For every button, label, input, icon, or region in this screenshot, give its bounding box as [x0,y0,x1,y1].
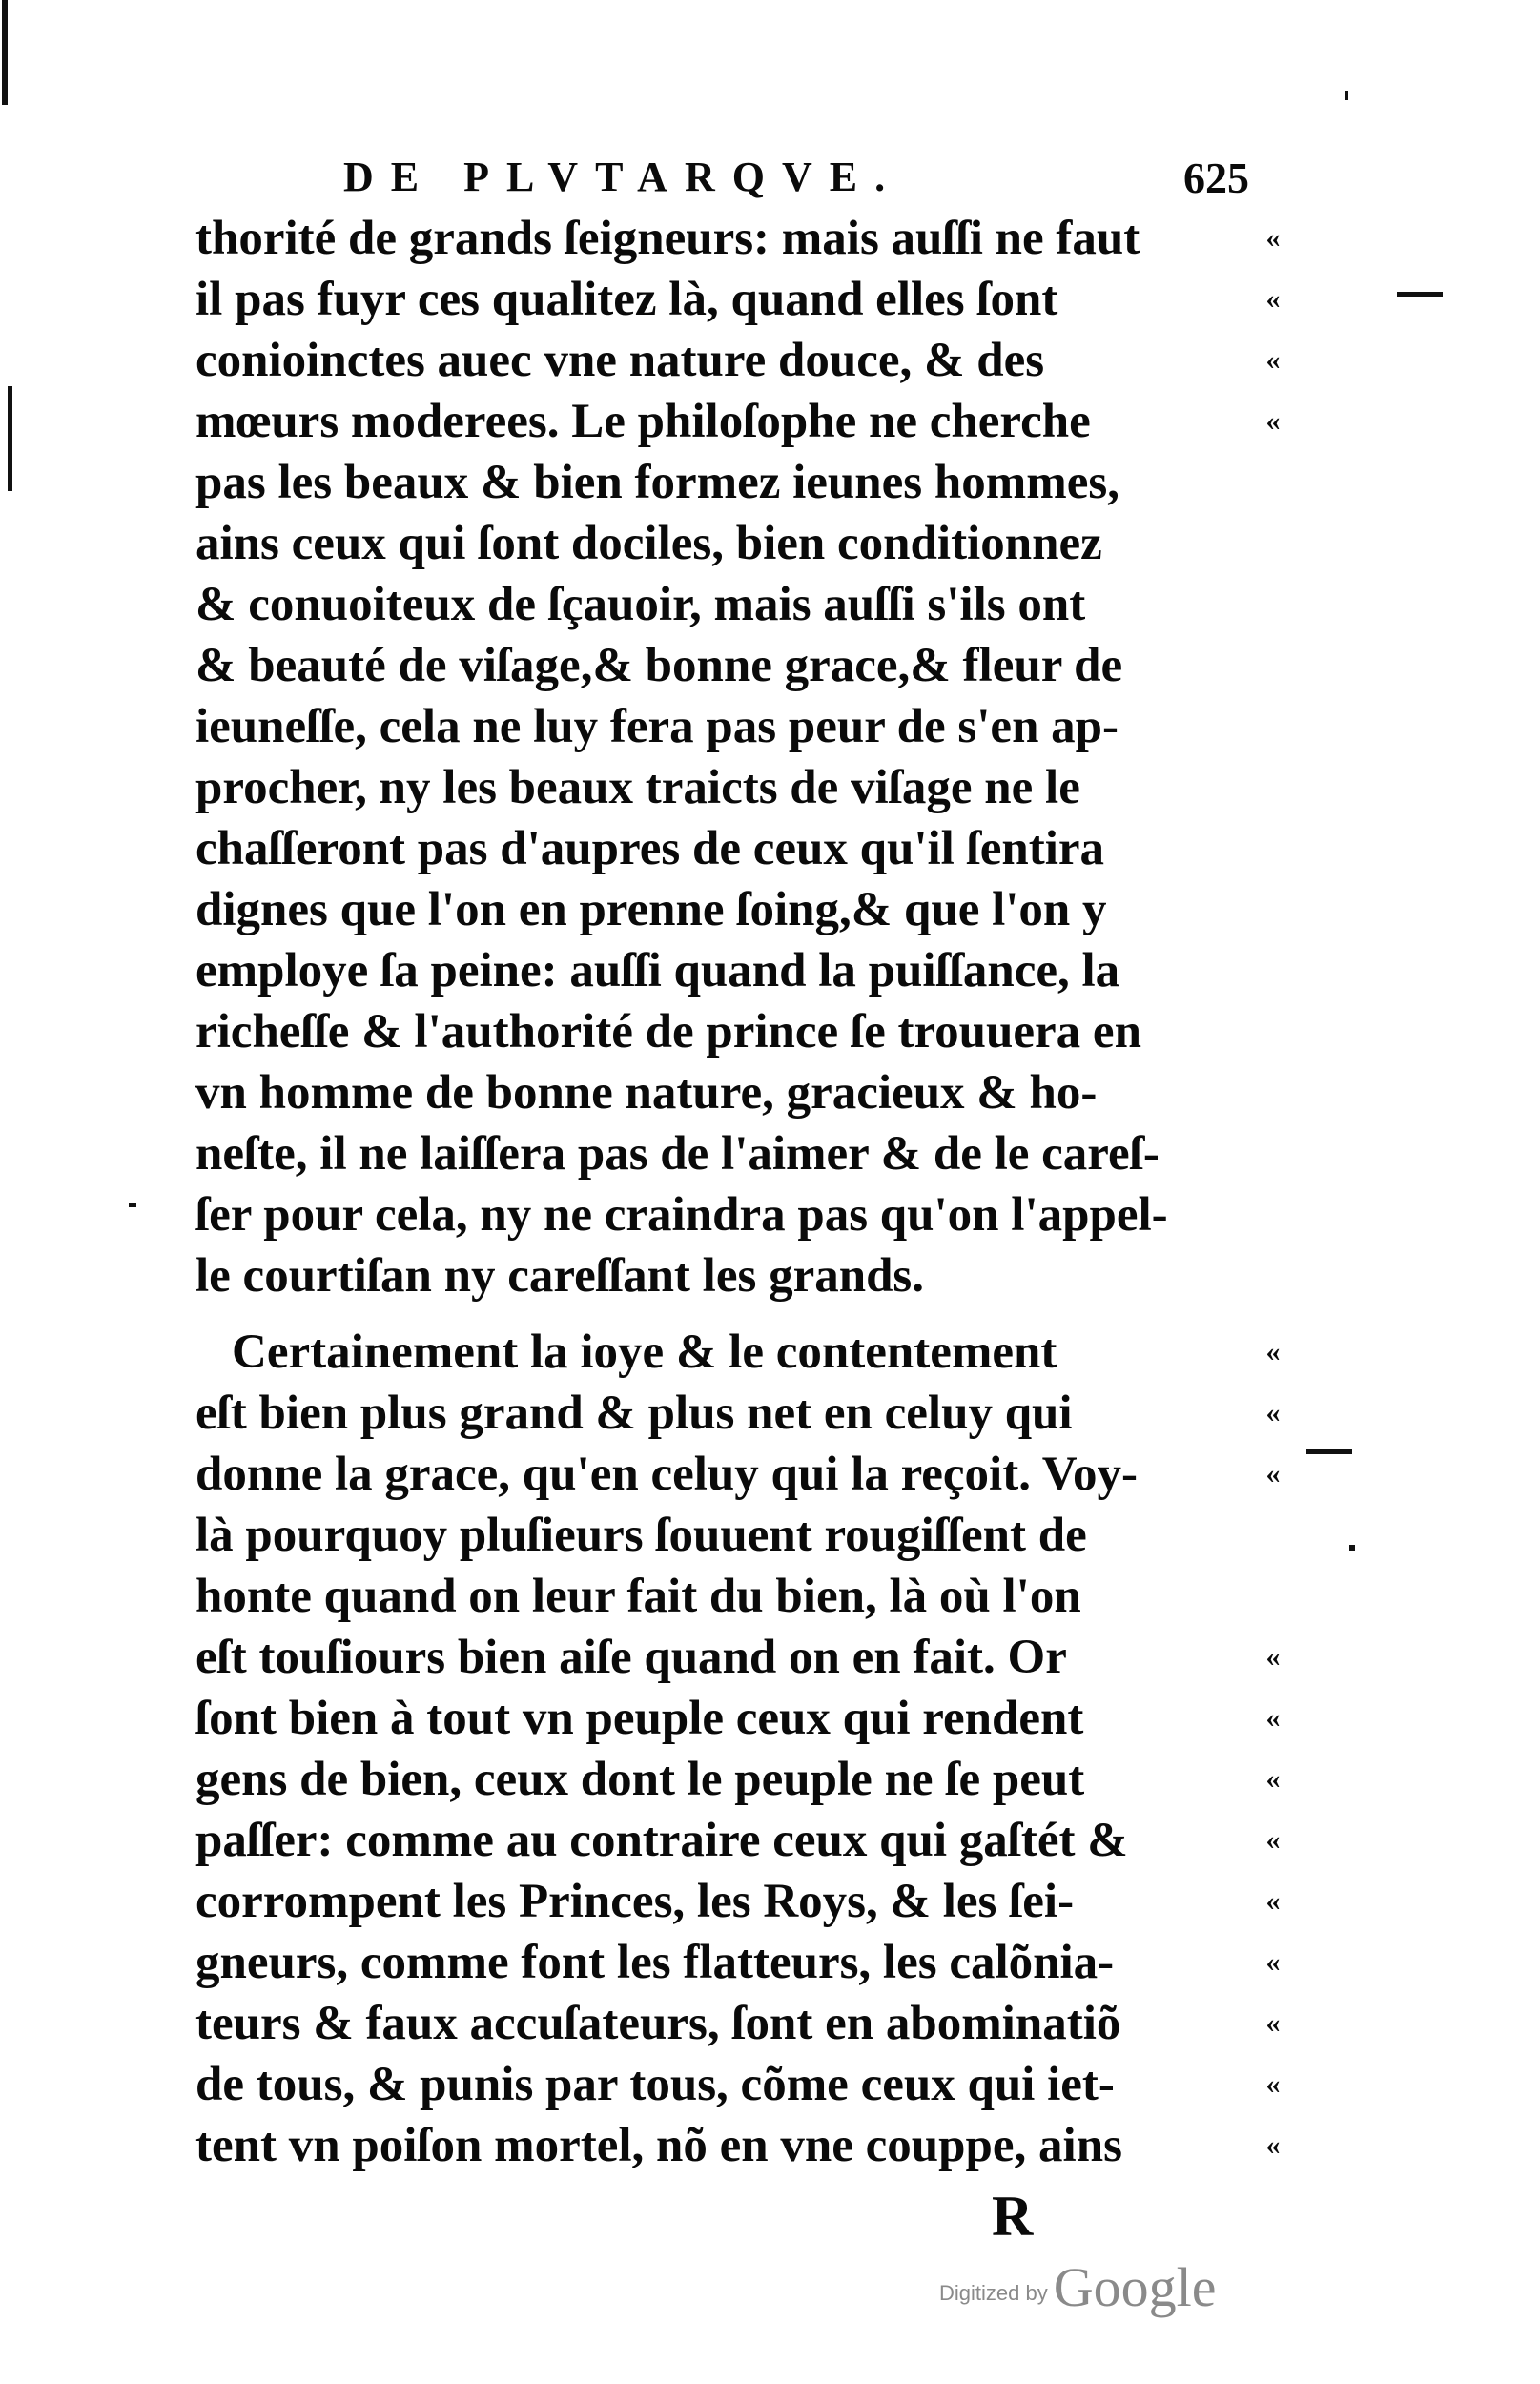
text-line [195,940,1292,1001]
quote-mark: « [1265,2129,1281,2161]
quote-mark: « [1265,1397,1281,1428]
text-line [195,1062,1292,1123]
text-line [195,1566,1292,1627]
line-text: employe ſa peine: auſſi quand la puiſſance, la [195,944,1120,997]
scan-mark-left-dot [129,1203,136,1207]
line-text: donne la grace, qu'en celuy qui la reçoit. Voy- [195,1448,1138,1501]
line-text: mœurs moderees. Le philoſophe ne cherche [195,395,1091,448]
text-line [195,452,1292,513]
text-line [195,635,1292,696]
quote-mark: « [1265,2007,1281,2039]
quote-mark: « [1265,1946,1281,1978]
running-title: DE PLVTARQVE. [343,154,903,200]
line-text: richeſſe & l'authorité de prince ſe trouuera en [195,1005,1141,1058]
quote-mark: « [1265,1641,1281,1673]
text-line [195,818,1292,879]
line-text: Certainement la ioye & le contentement [232,1326,1057,1379]
text-line [195,1688,1292,1749]
line-text: le courtiſan ny careſſant les grands. [195,1249,925,1303]
watermark-brand: Google [1053,2256,1217,2318]
paragraph-1 [195,208,1292,1306]
quote-mark: « [1265,1458,1281,1490]
quote-mark: « [1265,405,1281,437]
text-line [195,757,1292,818]
text-line [195,1383,1292,1444]
line-text: procher, ny les beaux traicts de viſage ne le [195,761,1080,814]
line-text: neſte, il ne laiſſera pas de l'aimer & de le careſ- [195,1127,1160,1181]
paragraph-2 [195,1322,1292,2176]
text-line [195,208,1292,269]
line-text: pas les beaux & bien formez ieunes hommes, [195,456,1119,509]
watermark-label: Digitized by [939,2281,1048,2305]
page-number: 625 [1183,154,1249,202]
line-text: de tous, & punis par tous, cõme ceux qui iet- [195,2058,1115,2111]
line-text: conioinctes auec vne nature douce, & des [195,334,1045,387]
line-text: teurs & faux accuſateurs, ſont en abominatiõ [195,1997,1121,2050]
text-line [195,696,1292,757]
line-text: tent vn poiſon mortel, nõ en vne couppe, ains [195,2119,1122,2172]
quote-mark: « [1265,1885,1281,1917]
digitization-watermark [939,2255,1216,2319]
text-line [195,1810,1292,1871]
quote-mark: « [1265,1824,1281,1856]
line-text: thorité de grands ſeigneurs: mais auſſi ne faut [195,212,1140,265]
signature-mark: R [992,2185,1034,2248]
line-text: eſt touſiours bien aiſe quand on en fait. Or [195,1631,1067,1684]
text-line [195,879,1292,940]
text-line [195,1123,1292,1184]
text-line [195,513,1292,574]
line-text: eſt bien plus grand & plus net en celuy qui [195,1387,1073,1440]
text-line [195,1932,1292,1993]
text-line [195,269,1292,330]
scan-mark-right-dash-1 [1397,292,1443,297]
text-line [195,1184,1292,1245]
scan-mark-right-dot [1349,1545,1355,1551]
text-line [195,2054,1292,2115]
line-text: ieuneſſe, cela ne luy fera pas peur de s'en ap- [195,700,1119,753]
text-line [195,1001,1292,1062]
quote-mark: « [1265,344,1281,376]
line-text: ains ceux qui ſont dociles, bien conditionnez [195,517,1102,570]
line-text: ſer pour cela, ny ne craindra pas qu'on l'appel- [195,1188,1168,1242]
line-text: chaſſeront pas d'aupres de ceux qu'il ſentira [195,822,1105,875]
running-head [343,153,1259,210]
scan-mark-top-right-dot [1345,91,1348,100]
scan-mark-right-dash-2 [1306,1449,1352,1454]
line-text: gens de bien, ceux dont le peuple ne ſe peut [195,1753,1085,1806]
text-line [195,1627,1292,1688]
line-text: & beauté de viſage,& bonne grace,& fleur de [195,639,1123,692]
scan-mark-left-top [2,0,8,105]
line-text: dignes que l'on en prenne ſoing,& que l'on y [195,883,1107,936]
quote-mark: « [1265,1336,1281,1367]
line-text: il pas fuyr ces qualitez là, quand elles ſont [195,273,1058,326]
line-text: honte quand on leur fait du bien, là où l'on [195,1570,1081,1623]
text-line [195,1505,1292,1566]
quote-mark: « [1265,222,1281,254]
line-text: gneurs, comme font les flatteurs, les calõnia- [195,1936,1115,1989]
line-text: corrompent les Princes, les Roys, & les ſei- [195,1875,1075,1928]
text-line [195,1993,1292,2054]
quote-mark: « [1265,1702,1281,1734]
text-line [195,1871,1292,1932]
text-line [195,574,1292,635]
text-line [195,2115,1292,2176]
line-text: vn homme de bonne nature, gracieux & ho- [195,1066,1098,1120]
scan-mark-left-mid [8,386,12,491]
text-line [195,330,1292,391]
line-text: & conuoiteux de ſçauoir, mais auſſi s'ils ont [195,578,1086,631]
text-line [195,1322,1292,1383]
line-text: ſont bien à tout vn peuple ceux qui rendent [195,1692,1084,1745]
quote-mark: « [1265,283,1281,315]
text-line [195,391,1292,452]
line-text: paſſer: comme au contraire ceux qui gaſtét & [195,1814,1128,1867]
line-text: là pourquoy pluſieurs ſouuent rougiſſent de [195,1509,1087,1562]
quote-mark: « [1265,2068,1281,2100]
quote-mark: « [1265,1763,1281,1795]
text-line [195,1444,1292,1505]
text-line [195,1749,1292,1810]
text-line [195,1245,1292,1306]
